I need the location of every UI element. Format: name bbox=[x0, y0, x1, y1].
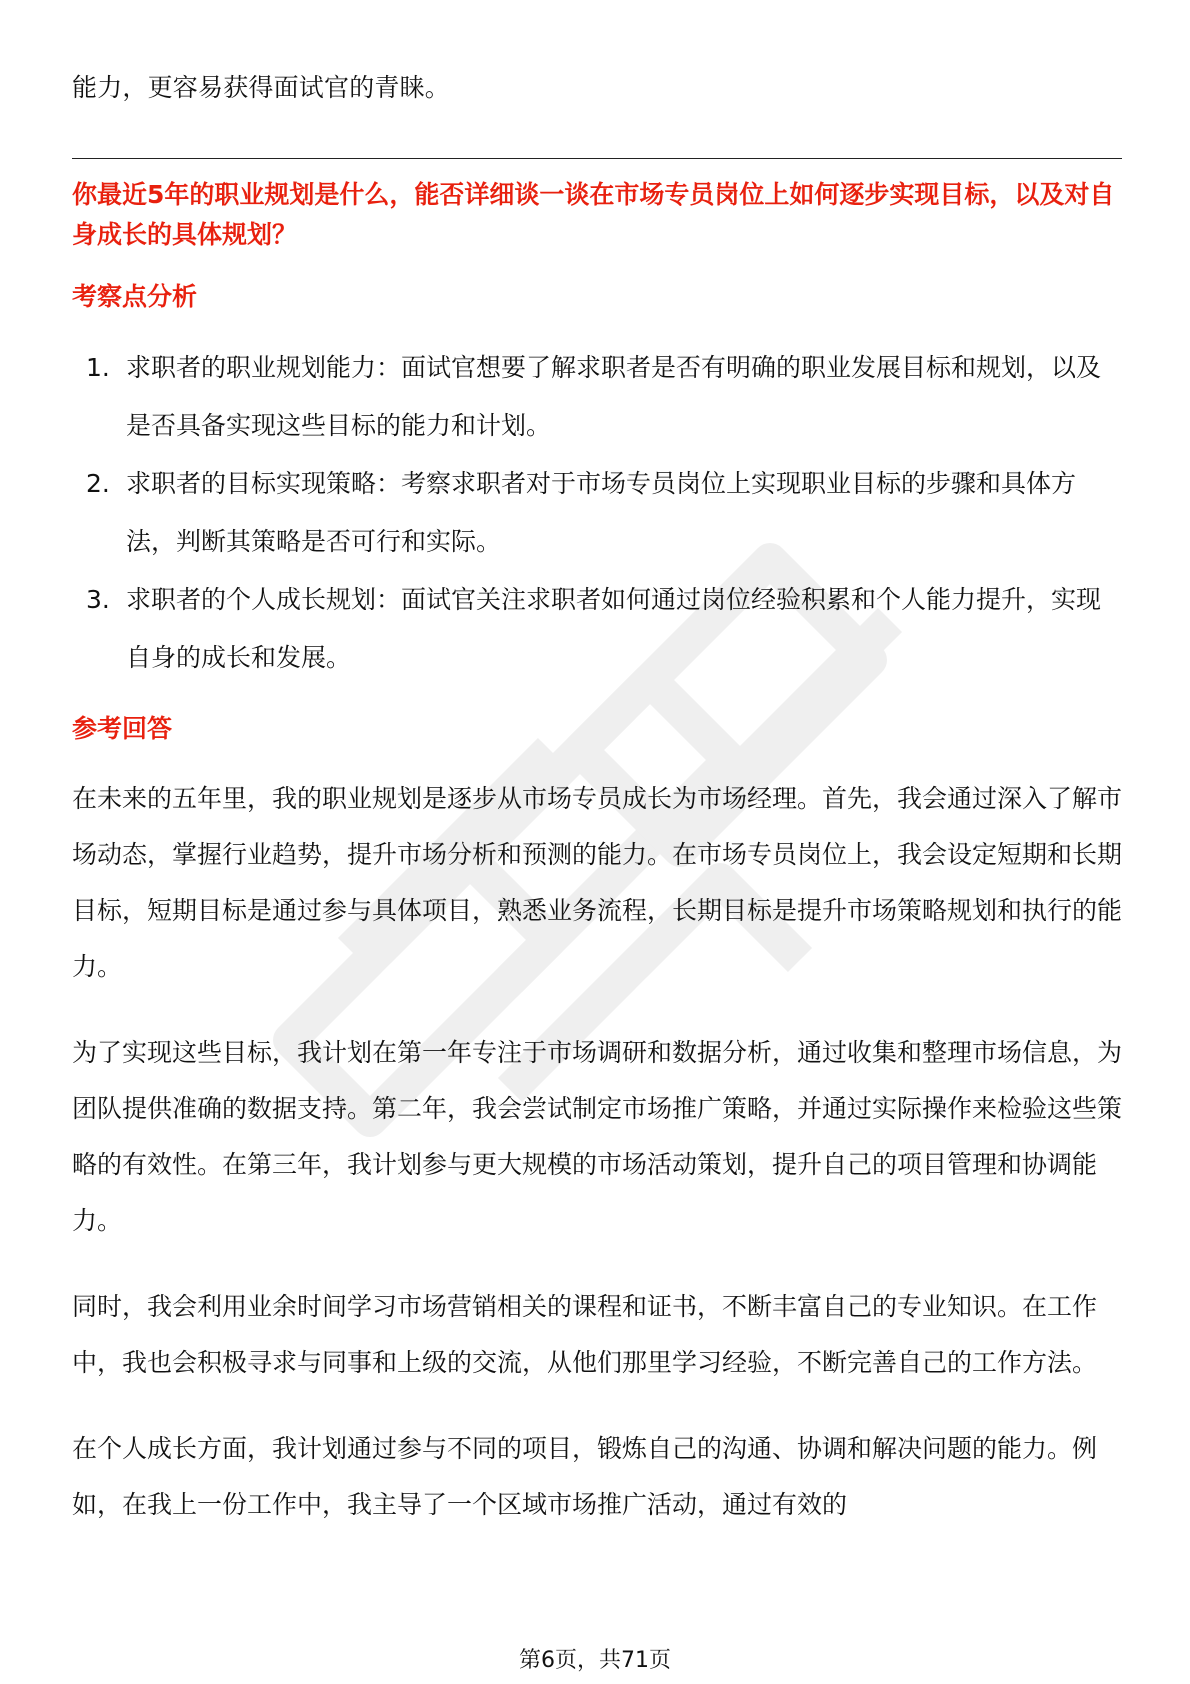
list-item bbox=[72, 455, 1122, 571]
section-divider bbox=[72, 158, 1122, 159]
list-item bbox=[72, 339, 1122, 455]
answer-paragraph: 在个人成长方面，我计划通过参与不同的项目，锻炼自己的沟通、协调和解决问题的能力。例如，在我上一份工作中，我主导了一个区域市场推广活动，通过有效的 bbox=[72, 1434, 1098, 1519]
list-item-number: 2. bbox=[86, 469, 110, 498]
answer-paragraph: 同时，我会利用业余时间学习市场营销相关的课程和证书，不断丰富自己的专业知识。在工作中，我也会积极寻求与同事和上级的交流，从他们那里学习经验，不断完善自己的工作方法。 bbox=[72, 1292, 1098, 1377]
analysis-title: 考察点分析 bbox=[72, 282, 198, 311]
list-item-number: 1. bbox=[86, 353, 110, 382]
document-content bbox=[72, 60, 1122, 1533]
list-item-number: 3. bbox=[86, 585, 110, 614]
list-item bbox=[72, 571, 1122, 687]
list-item-text: 求职者的职业规划能力：面试官想要了解求职者是否有明确的职业发展目标和规划，以及是否具备实现这些目标的能力和计划。 bbox=[126, 353, 1102, 440]
list-item-text: 求职者的个人成长规划：面试官关注求职者如何通过岗位经验积累和个人能力提升，实现自身的成长和发展。 bbox=[126, 585, 1102, 672]
page-number-footer: 第6页，共71页 bbox=[519, 1648, 671, 1673]
answer-paragraph: 为了实现这些目标，我计划在第一年专注于市场调研和数据分析，通过收集和整理市场信息，为团队提供准确的数据支持。第二年，我会尝试制定市场推广策略，并通过实际操作来检验这些策略的有效性。在第三年，我计划参与更大规模的市场活动策划，提升自己的项目管理和协调能力。 bbox=[72, 1038, 1123, 1235]
previous-answer-tail: 能力，更容易获得面试官的青睐。 bbox=[72, 73, 451, 102]
answer-title: 参考回答 bbox=[72, 714, 173, 743]
analysis-list bbox=[72, 339, 1122, 687]
list-item-text: 求职者的目标实现策略：考察求职者对于市场专员岗位上实现职业目标的步骤和具体方法，判断其策略是否可行和实际。 bbox=[126, 469, 1077, 556]
answer-paragraph: 在未来的五年里，我的职业规划是逐步从市场专员成长为市场经理。首先，我会通过深入了解市场动态，掌握行业趋势，提升市场分析和预测的能力。在市场专员岗位上，我会设定短期和长期目标，短期目标是通过参与具体项目，熟悉业务流程，长期目标是提升市场策略规划和执行的能力。 bbox=[72, 784, 1123, 981]
answer-body bbox=[72, 771, 1122, 1533]
question-heading: 你最近5年的职业规划是什么，能否详细谈一谈在市场专员岗位上如何逐步实现目标，以及对自身成长的具体规划？ bbox=[72, 180, 1115, 249]
